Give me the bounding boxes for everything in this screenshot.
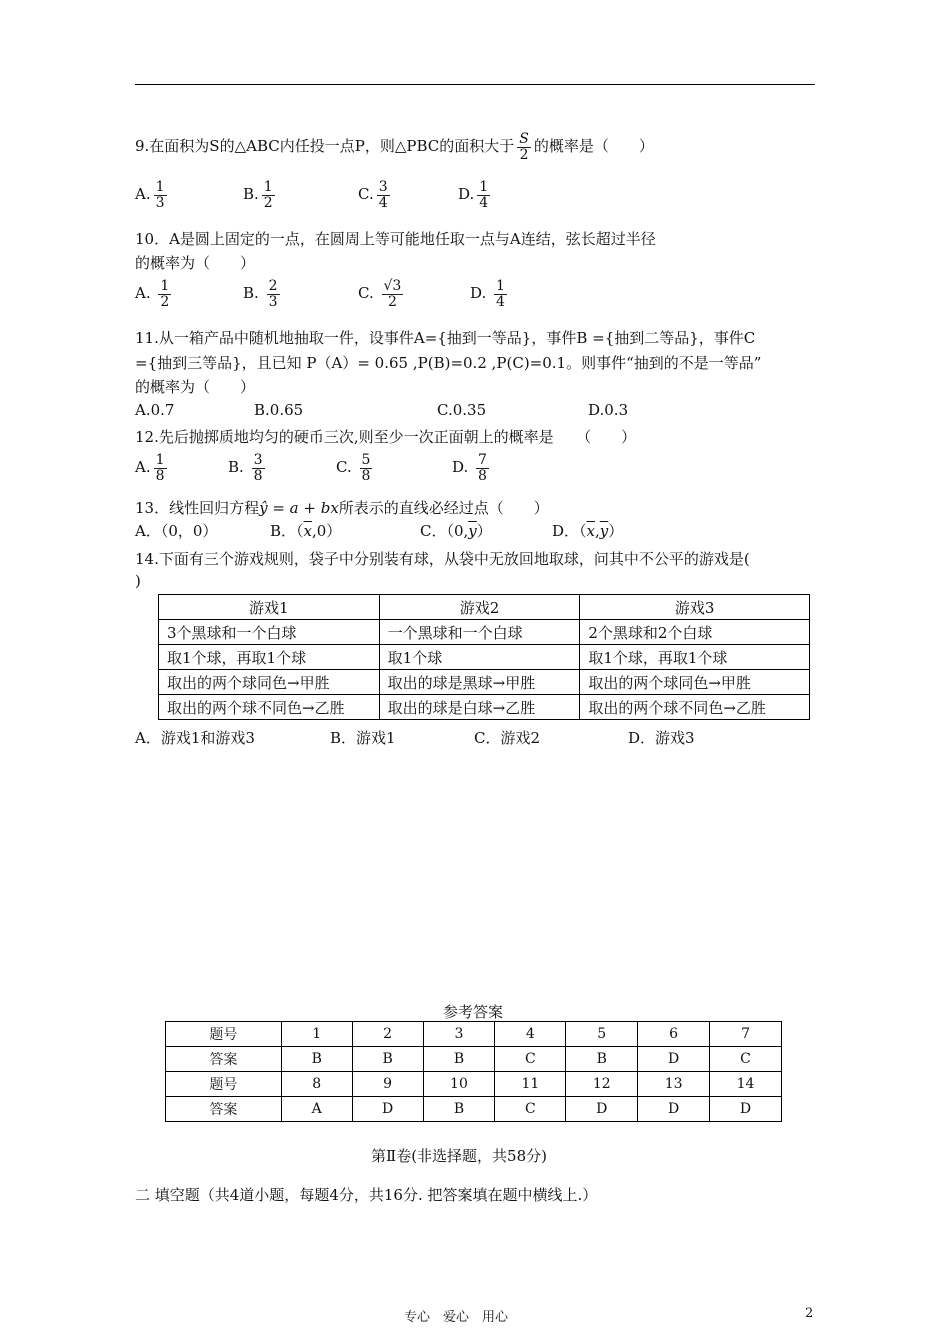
q10-option-b: B. $\frac{2}{3}$ [243,278,278,310]
footer-motto: 专心 爱心 用心 [404,1310,509,1325]
table-row: 取出的两个球同色→甲胜 取出的球是黑球→甲胜 取出的两个球同色→甲胜 [159,670,810,695]
table-row: 答案 A D B C D D D [166,1097,782,1122]
part-2-title: 第Ⅱ卷(非选择题，共58分) [371,1147,547,1165]
question-11-line3: 的概率为（ ） [135,378,256,396]
q9-option-d: D. $\frac{1}{4}$ [458,179,489,211]
q10-option-a: A. $\frac{1}{2}$ [135,278,170,310]
q9-frac-den: 2 [519,146,529,163]
q9-option-a: A. $\frac{1}{3}$ [135,179,165,211]
table-row: 3个黑球和一个白球 一个黑球和一个白球 2个黑球和2个白球 [159,620,810,645]
table-row: 答案 B B B C B D C [166,1047,782,1072]
q10-option-c: C. $\frac{√3}{2}$ [358,278,402,310]
regression-equation: ŷ = a + bx [259,499,339,517]
table-row: 题号 1 2 3 4 5 6 7 [166,1022,782,1047]
q13-option-a: A．（0，0） [135,522,218,540]
question-10-line2: 的概率为（ ） [135,254,256,272]
question-14-line2: ) [135,572,141,590]
q11-option-d: D.0.3 [588,401,629,419]
q12-option-d: D. $\frac{7}{8}$ [452,452,487,484]
q10-option-d: D. $\frac{1}{4}$ [470,278,505,310]
question-12: 12.先后抛掷质地均匀的硬币三次,则至少一次正面朝上的概率是 （ ） [135,428,637,446]
question-9 [135,132,654,162]
section-2-heading: 二 填空题（共4道小题，每题4分，共16分. 把答案填在题中横线上.） [135,1186,598,1204]
q12-option-b: B. $\frac{3}{8}$ [228,452,263,484]
header-game-3: 游戏3 [580,595,810,620]
q11-option-a: A.0.7 [135,401,175,419]
q13-option-b: B．$(\overline{x},0)$ [270,522,342,540]
q14-option-a: A．游戏1和游戏3 [135,729,255,747]
games-table-header [159,595,810,620]
question-14-line1: 14.下面有三个游戏规则，袋子中分别装有球，从袋中无放回地取球，问其中不公平的游戏是( [135,550,750,568]
table-row: 取出的两个球不同色→乙胜 取出的球是白球→乙胜 取出的两个球不同色→乙胜 [159,695,810,720]
q9-frac-num: S [519,131,529,147]
question-11-line1: 11.从一箱产品中随机地抽取一件，设事件A={抽到一等品}，事件B ={抽到二等品}，事件C [135,329,756,347]
question-13: 13．线性回归方程ŷ = a + bx所表示的直线必经过点（ ） [135,499,549,517]
answer-key-table [165,1021,782,1122]
q11-option-c: C.0.35 [437,401,487,419]
header-rule [135,84,815,85]
q12-option-c: C. $\frac{5}{8}$ [336,452,371,484]
q9-text-after: 的概率是（ ） [533,137,654,156]
q13-option-d: D．$(\overline{x},\overline{y})$ [552,522,624,540]
table-row: 取1个球，再取1个球 取1个球 取1个球，再取1个球 [159,645,810,670]
page-number: 2 [805,1306,814,1321]
q14-option-c: C．游戏2 [474,729,541,747]
answer-key-title: 参考答案 [443,1003,504,1021]
q14-option-b: B．游戏1 [330,729,396,747]
question-10-line1: 10．A是圆上固定的一点，在圆周上等可能地任取一点与A连结，弦长超过半径 [135,230,656,248]
header-game-1: 游戏1 [159,595,380,620]
q13-option-c: C．$(0,\overline{y})$ [420,522,492,540]
games-table [158,594,810,720]
q9-option-b: B. $\frac{1}{2}$ [243,179,273,211]
table-row: 题号 8 9 10 11 12 13 14 [166,1072,782,1097]
question-11-line2: ={抽到三等品}，且已知 P（A）= 0.65 ,P(B)=0.2 ,P(C)=0.1。则事件“抽到的不是一等品” [135,354,762,372]
q9-option-c: C. $\frac{3}{4}$ [358,179,388,211]
header-game-2: 游戏2 [379,595,580,620]
q9-text: 9.在面积为S的△ABC内任投一点P，则△PBC的面积大于 [135,137,515,156]
q11-option-b: B.0.65 [254,401,304,419]
q12-option-a: A. $\frac{1}{8}$ [135,452,165,484]
q14-option-d: D．游戏3 [628,729,695,747]
